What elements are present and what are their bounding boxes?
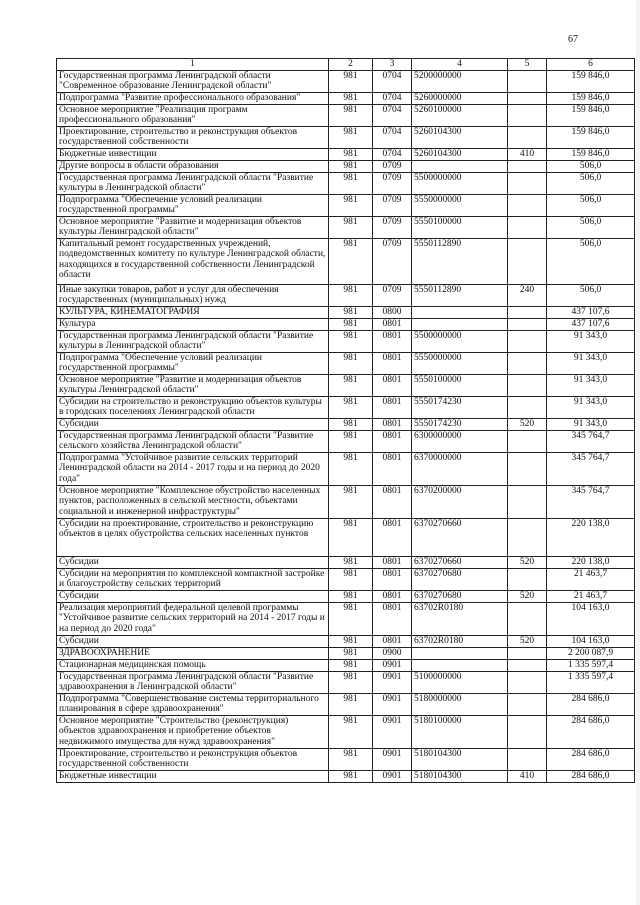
row-amount: 506,0 [547, 172, 635, 194]
row-expense-type [508, 396, 547, 418]
table-row [57, 518, 635, 556]
row-section-code: 0901 [373, 715, 412, 748]
row-expense-type: 520 [508, 556, 547, 568]
row-target-code: 6370270680 [412, 568, 508, 590]
row-name: Основное мероприятие "Развитие и модернизация объектов культуры Ленинградской области" [57, 374, 329, 396]
row-amount: 220 138,0 [547, 556, 635, 568]
table-row [57, 659, 635, 671]
row-expense-type [508, 238, 547, 284]
row-name: Проектирование, строительство и реконструкция объектов государственной собственности [57, 126, 329, 148]
table-row [57, 374, 635, 396]
row-amount: 345 764,7 [547, 430, 635, 452]
row-target-code: 6370270660 [412, 518, 508, 556]
budget-table [56, 58, 635, 783]
row-name: Субсидии [57, 635, 329, 647]
row-section-code: 0704 [373, 104, 412, 126]
row-amount: 506,0 [547, 160, 635, 172]
column-header: 4 [412, 59, 508, 71]
row-expense-type [508, 452, 547, 485]
table-row [57, 430, 635, 452]
row-name: Реализация мероприятий федеральной целевой программы "Устойчивое развитие сельских территорий на 2014 - 2017 годы и на период до 2020 года" [57, 602, 329, 635]
row-target-code [412, 160, 508, 172]
row-admin-code: 981 [329, 715, 373, 748]
row-name: Основное мероприятие "Строительство (реконструкция) объектов здравоохранения и приобретение объектов недвижимого имущества для нужд здравоохранения" [57, 715, 329, 748]
row-amount: 284 686,0 [547, 770, 635, 782]
row-section-code: 0704 [373, 92, 412, 104]
row-section-code: 0800 [373, 306, 412, 318]
row-admin-code: 981 [329, 104, 373, 126]
row-target-code: 5260000000 [412, 92, 508, 104]
row-section-code: 0801 [373, 430, 412, 452]
row-section-code: 0801 [373, 418, 412, 430]
row-name: Подпрограмма "Обеспечение условий реализации государственной программы" [57, 352, 329, 374]
row-name: Проектирование, строительство и реконструкция объектов государственной собственности [57, 748, 329, 770]
row-target-code [412, 318, 508, 330]
row-admin-code: 981 [329, 485, 373, 518]
row-expense-type [508, 70, 547, 92]
row-section-code: 0801 [373, 635, 412, 647]
row-target-code: 5500000000 [412, 330, 508, 352]
table-row [57, 238, 635, 284]
row-name: Государственная программа Ленинградской области "Развитие культуры в Ленинградской области" [57, 172, 329, 194]
row-amount: 91 343,0 [547, 374, 635, 396]
row-amount: 91 343,0 [547, 352, 635, 374]
table-row [57, 770, 635, 782]
row-expense-type: 520 [508, 418, 547, 430]
table-row [57, 396, 635, 418]
table-row [57, 306, 635, 318]
table-header-row [57, 59, 635, 71]
row-name: Государственная программа Ленинградской области "Развитие культуры в Ленинградской области" [57, 330, 329, 352]
row-amount: 91 343,0 [547, 396, 635, 418]
table-row [57, 452, 635, 485]
row-expense-type [508, 330, 547, 352]
row-expense-type [508, 748, 547, 770]
row-expense-type [508, 126, 547, 148]
table-row [57, 635, 635, 647]
row-expense-type [508, 430, 547, 452]
row-amount: 506,0 [547, 216, 635, 238]
row-admin-code: 981 [329, 452, 373, 485]
row-name: Основное мероприятие "Развитие и модернизация объектов культуры Ленинградской области" [57, 216, 329, 238]
row-amount: 1 335 597,4 [547, 671, 635, 693]
row-name: Государственная программа Ленинградской области "Развитие здравоохранения в Ленинградской области" [57, 671, 329, 693]
table-row [57, 104, 635, 126]
column-header: 3 [373, 59, 412, 71]
row-amount: 284 686,0 [547, 748, 635, 770]
row-section-code: 0901 [373, 659, 412, 671]
row-name: Подпрограмма "Обеспечение условий реализации государственной программы" [57, 194, 329, 216]
row-amount: 284 686,0 [547, 693, 635, 715]
row-section-code: 0901 [373, 693, 412, 715]
row-target-code: 5100000000 [412, 671, 508, 693]
row-expense-type: 240 [508, 284, 547, 306]
row-admin-code: 981 [329, 518, 373, 556]
row-section-code: 0801 [373, 590, 412, 602]
row-name: Субсидии [57, 418, 329, 430]
row-admin-code: 981 [329, 556, 373, 568]
page-number: 67 [568, 34, 578, 45]
row-admin-code: 981 [329, 418, 373, 430]
row-section-code: 0709 [373, 194, 412, 216]
row-name: Другие вопросы в области образования [57, 160, 329, 172]
row-admin-code: 981 [329, 647, 373, 659]
table-row [57, 148, 635, 160]
row-amount: 91 343,0 [547, 330, 635, 352]
row-expense-type: 410 [508, 148, 547, 160]
row-section-code: 0801 [373, 518, 412, 556]
row-target-code: 5550112890 [412, 284, 508, 306]
row-expense-type [508, 485, 547, 518]
row-section-code: 0801 [373, 485, 412, 518]
row-section-code: 0901 [373, 770, 412, 782]
table-row [57, 568, 635, 590]
row-target-code: 6370270680 [412, 590, 508, 602]
row-admin-code: 981 [329, 693, 373, 715]
row-admin-code: 981 [329, 352, 373, 374]
row-expense-type [508, 160, 547, 172]
row-amount: 437 107,6 [547, 318, 635, 330]
row-target-code: 63702R0180 [412, 602, 508, 635]
table-row [57, 602, 635, 635]
row-target-code: 5550000000 [412, 194, 508, 216]
column-header: 1 [57, 59, 329, 71]
row-section-code: 0801 [373, 602, 412, 635]
row-admin-code: 981 [329, 430, 373, 452]
row-admin-code: 981 [329, 284, 373, 306]
row-section-code: 0704 [373, 126, 412, 148]
row-name: Культура [57, 318, 329, 330]
row-target-code: 5260100000 [412, 104, 508, 126]
row-name: Капитальный ремонт государственных учреждений, подведомственных комитету по культуре Ленинградской области, находящихся в государственной собственности Ленинградской области [57, 238, 329, 284]
row-target-code [412, 306, 508, 318]
row-section-code: 0801 [373, 568, 412, 590]
row-section-code: 0709 [373, 284, 412, 306]
row-target-code: 5550100000 [412, 216, 508, 238]
table-row [57, 160, 635, 172]
table-row [57, 330, 635, 352]
row-target-code [412, 659, 508, 671]
table-row [57, 418, 635, 430]
row-name: Подпрограмма "Устойчивое развитие сельских территорий Ленинградской области на 2014 - 2017 годы и на период до 2020 года" [57, 452, 329, 485]
row-amount: 345 764,7 [547, 452, 635, 485]
row-expense-type [508, 693, 547, 715]
scan-edge [636, 0, 640, 905]
row-expense-type [508, 216, 547, 238]
row-admin-code: 981 [329, 568, 373, 590]
row-amount: 345 764,7 [547, 485, 635, 518]
row-admin-code: 981 [329, 748, 373, 770]
budget-table-body [57, 59, 635, 783]
row-target-code: 6370000000 [412, 452, 508, 485]
row-amount: 159 846,0 [547, 92, 635, 104]
table-row [57, 556, 635, 568]
row-section-code: 0709 [373, 160, 412, 172]
row-section-code: 0801 [373, 396, 412, 418]
row-expense-type: 410 [508, 770, 547, 782]
row-amount: 506,0 [547, 194, 635, 216]
table-row [57, 92, 635, 104]
row-target-code [412, 647, 508, 659]
table-row [57, 748, 635, 770]
row-amount: 159 846,0 [547, 104, 635, 126]
row-amount: 220 138,0 [547, 518, 635, 556]
row-amount: 21 463,7 [547, 590, 635, 602]
row-admin-code: 981 [329, 172, 373, 194]
row-admin-code: 981 [329, 635, 373, 647]
row-expense-type [508, 602, 547, 635]
row-name: Основное мероприятие "Комплексное обустройство населенных пунктов, расположенных в сельской местности, объектами социальной и инженерной инфраструктуры" [57, 485, 329, 518]
table-row [57, 647, 635, 659]
row-expense-type [508, 659, 547, 671]
table-row [57, 194, 635, 216]
row-name: Субсидии [57, 590, 329, 602]
row-target-code: 5180000000 [412, 693, 508, 715]
row-expense-type: 520 [508, 590, 547, 602]
row-section-code: 0704 [373, 148, 412, 160]
row-admin-code: 981 [329, 330, 373, 352]
row-name: Субсидии на мероприятия по комплексной компактной застройке и благоустройству сельских территорий [57, 568, 329, 590]
row-expense-type [508, 568, 547, 590]
row-admin-code: 981 [329, 216, 373, 238]
row-section-code: 0801 [373, 330, 412, 352]
row-amount: 284 686,0 [547, 715, 635, 748]
table-row [57, 284, 635, 306]
table-row [57, 590, 635, 602]
row-name: Субсидии [57, 556, 329, 568]
row-target-code: 5550100000 [412, 374, 508, 396]
row-expense-type [508, 671, 547, 693]
row-section-code: 0709 [373, 216, 412, 238]
row-section-code: 0801 [373, 318, 412, 330]
column-header: 6 [547, 59, 635, 71]
row-section-code: 0709 [373, 238, 412, 284]
table-row [57, 172, 635, 194]
row-name: ЗДРАВООХРАНЕНИЕ [57, 647, 329, 659]
row-amount: 159 846,0 [547, 126, 635, 148]
row-name: Подпрограмма "Развитие профессионального образования" [57, 92, 329, 104]
row-target-code: 5550174230 [412, 396, 508, 418]
table-row [57, 70, 635, 92]
row-expense-type [508, 374, 547, 396]
row-amount: 1 335 597,4 [547, 659, 635, 671]
row-target-code: 6370200000 [412, 485, 508, 518]
row-expense-type [508, 518, 547, 556]
row-target-code: 5180104300 [412, 748, 508, 770]
row-amount: 506,0 [547, 238, 635, 284]
row-target-code: 5500000000 [412, 172, 508, 194]
row-name: Государственная программа Ленинградской области "Современное образование Ленинградской области" [57, 70, 329, 92]
row-target-code: 6370270660 [412, 556, 508, 568]
row-admin-code: 981 [329, 602, 373, 635]
row-admin-code: 981 [329, 590, 373, 602]
row-section-code: 0801 [373, 374, 412, 396]
row-name: Субсидии на проектирование, строительство и реконструкцию объектов в целях обустройства сельских населенных пунктов [57, 518, 329, 556]
row-expense-type [508, 318, 547, 330]
row-target-code: 5550112890 [412, 238, 508, 284]
row-amount: 2 200 087,9 [547, 647, 635, 659]
row-amount: 104 163,0 [547, 602, 635, 635]
row-target-code: 5260104300 [412, 126, 508, 148]
row-name: КУЛЬТУРА, КИНЕМАТОГРАФИЯ [57, 306, 329, 318]
row-name: Основное мероприятие "Реализация программ профессионального образования" [57, 104, 329, 126]
table-row [57, 352, 635, 374]
table-row [57, 126, 635, 148]
row-admin-code: 981 [329, 671, 373, 693]
column-header: 5 [508, 59, 547, 71]
row-target-code: 5260104300 [412, 148, 508, 160]
row-target-code: 5550174230 [412, 418, 508, 430]
row-amount: 21 463,7 [547, 568, 635, 590]
row-section-code: 0704 [373, 70, 412, 92]
row-expense-type [508, 172, 547, 194]
row-amount: 159 846,0 [547, 70, 635, 92]
row-name: Бюджетные инвестиции [57, 770, 329, 782]
row-section-code: 0801 [373, 452, 412, 485]
row-admin-code: 981 [329, 148, 373, 160]
row-name: Субсидии на строительство и реконструкцию объектов культуры в городских поселениях Ленинградской области [57, 396, 329, 418]
row-expense-type [508, 92, 547, 104]
row-target-code: 63702R0180 [412, 635, 508, 647]
table-row [57, 318, 635, 330]
row-target-code: 5550000000 [412, 352, 508, 374]
row-target-code: 5180100000 [412, 715, 508, 748]
row-amount: 104 163,0 [547, 635, 635, 647]
row-admin-code: 981 [329, 770, 373, 782]
row-amount: 437 107,6 [547, 306, 635, 318]
row-section-code: 0901 [373, 748, 412, 770]
table-row [57, 715, 635, 748]
row-admin-code: 981 [329, 160, 373, 172]
row-section-code: 0709 [373, 172, 412, 194]
row-admin-code: 981 [329, 306, 373, 318]
row-expense-type: 520 [508, 635, 547, 647]
row-amount: 159 846,0 [547, 148, 635, 160]
row-expense-type [508, 715, 547, 748]
row-admin-code: 981 [329, 238, 373, 284]
row-expense-type [508, 352, 547, 374]
row-name: Подпрограмма "Совершенствование системы территориального планирования в сфере здравоохранения" [57, 693, 329, 715]
row-expense-type [508, 306, 547, 318]
row-admin-code: 981 [329, 659, 373, 671]
row-section-code: 0900 [373, 647, 412, 659]
row-name: Бюджетные инвестиции [57, 148, 329, 160]
row-admin-code: 981 [329, 396, 373, 418]
row-section-code: 0901 [373, 671, 412, 693]
row-expense-type [508, 104, 547, 126]
row-amount: 91 343,0 [547, 418, 635, 430]
table-row [57, 693, 635, 715]
row-admin-code: 981 [329, 92, 373, 104]
row-expense-type [508, 647, 547, 659]
row-target-code: 6300000000 [412, 430, 508, 452]
row-admin-code: 981 [329, 194, 373, 216]
row-name: Стационарная медицинская помощь [57, 659, 329, 671]
row-section-code: 0801 [373, 352, 412, 374]
row-target-code: 5180104300 [412, 770, 508, 782]
row-name: Иные закупки товаров, работ и услуг для обеспечения государственных (муниципальных) нужд [57, 284, 329, 306]
table-row [57, 671, 635, 693]
row-admin-code: 981 [329, 70, 373, 92]
row-admin-code: 981 [329, 126, 373, 148]
row-admin-code: 981 [329, 318, 373, 330]
row-name: Государственная программа Ленинградской области "Развитие сельского хозяйства Ленинградской области" [57, 430, 329, 452]
column-header: 2 [329, 59, 373, 71]
table-row [57, 485, 635, 518]
row-amount: 506,0 [547, 284, 635, 306]
row-admin-code: 981 [329, 374, 373, 396]
table-row [57, 216, 635, 238]
row-section-code: 0801 [373, 556, 412, 568]
row-target-code: 5200000000 [412, 70, 508, 92]
row-expense-type [508, 194, 547, 216]
